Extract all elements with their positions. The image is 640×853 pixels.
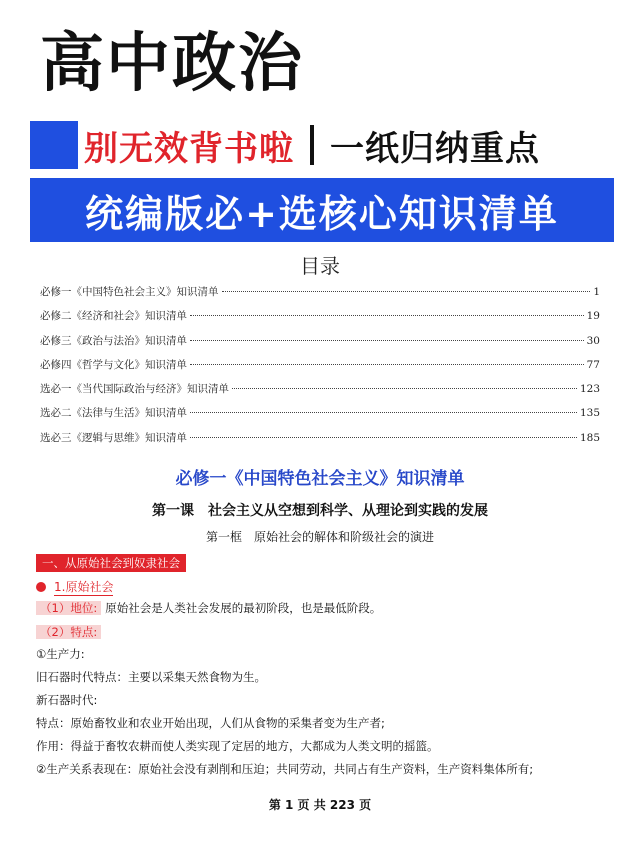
subtitle-black: 一纸归纳重点 bbox=[330, 128, 540, 169]
toc-entry[interactable] bbox=[40, 405, 600, 429]
bullet-dot-icon bbox=[36, 582, 46, 592]
table-of-contents bbox=[40, 284, 600, 454]
page-footer: 第 1 页 共 223 页 bbox=[268, 798, 372, 812]
bullet-heading bbox=[36, 578, 113, 596]
banner-text: 统编版必+选核心知识清单 bbox=[85, 191, 559, 236]
toc-leader bbox=[190, 412, 577, 413]
section-title: 必修一《中国特色社会主义》知识清单 bbox=[175, 469, 465, 489]
toc-leader bbox=[190, 315, 584, 316]
toc-label: 必修三《政治与法治》知识清单 bbox=[40, 334, 187, 347]
toc-page: 19 bbox=[586, 310, 600, 323]
toc-page: 123 bbox=[579, 383, 600, 396]
body-line: 旧石器时代特点：主要以采集天然食物为生。 bbox=[36, 670, 266, 684]
toc-label: 选必二《法律与生活》知识清单 bbox=[40, 407, 187, 420]
toc-label: 必修二《经济和社会》知识清单 bbox=[40, 310, 187, 323]
toc-page: 135 bbox=[579, 407, 600, 420]
body-line: ②生产关系表现在：原始社会没有剥削和压迫；共同劳动，共同占有生产资料，生产资料集体所有; bbox=[36, 762, 534, 776]
toc-leader bbox=[190, 364, 584, 365]
toc-label: 选必一《当代国际政治与经济》知识清单 bbox=[40, 383, 229, 396]
body-line: 新石器时代: bbox=[36, 693, 98, 707]
toc-entry[interactable] bbox=[40, 357, 600, 381]
red-heading: 一、从原始社会到奴隶社会 bbox=[36, 554, 186, 572]
toc-label: 必修四《哲学与文化》知识清单 bbox=[40, 358, 187, 371]
toc-leader bbox=[222, 291, 591, 292]
body-line: ①生产力: bbox=[36, 647, 85, 661]
toc-entry[interactable] bbox=[40, 430, 600, 454]
toc-leader bbox=[190, 340, 584, 341]
toc-page: 77 bbox=[586, 358, 600, 371]
toc-entry[interactable] bbox=[40, 333, 600, 357]
body-line: 特点：原始畜牧业和农业开始出现，人们从食物的采集者变为生产者; bbox=[36, 716, 385, 730]
subtitle-red: 别无效背书啦 bbox=[84, 128, 294, 169]
toc-leader bbox=[232, 388, 577, 389]
toc-entry[interactable] bbox=[40, 308, 600, 332]
body-line: 作用：得益于畜牧农耕而使人类实现了定居的地方，大都成为人类文明的摇篮。 bbox=[36, 739, 439, 753]
toc-entry[interactable] bbox=[40, 284, 600, 308]
lesson-title: 第一课 社会主义从空想到科学、从理论到实践的发展 bbox=[152, 503, 488, 519]
toc-page: 30 bbox=[586, 334, 600, 347]
subtitle-divider bbox=[310, 125, 314, 165]
toc-leader bbox=[190, 437, 577, 438]
frame-title: 第一框 原始社会的解体和阶级社会的演进 bbox=[205, 530, 434, 544]
features-line bbox=[36, 623, 105, 641]
toc-entry[interactable] bbox=[40, 381, 600, 405]
features-tag: （2）特点: bbox=[36, 625, 101, 639]
bullet-text: 1.原始社会 bbox=[54, 580, 114, 594]
main-title: 高中政治 bbox=[40, 27, 304, 101]
title-banner bbox=[30, 178, 614, 242]
position-tag: （1）地位: bbox=[36, 601, 101, 615]
position-line bbox=[36, 599, 381, 617]
toc-page: 185 bbox=[579, 431, 600, 444]
toc-title: 目录 bbox=[300, 254, 340, 278]
toc-label: 选必三《逻辑与思维》知识清单 bbox=[40, 431, 187, 444]
position-text: 原始社会是人类社会发展的最初阶段，也是最低阶段。 bbox=[105, 601, 382, 615]
subtitle-row bbox=[30, 120, 620, 170]
toc-label: 必修一《中国特色社会主义》知识清单 bbox=[40, 286, 219, 298]
toc-page: 1 bbox=[593, 286, 600, 298]
blue-square-decoration bbox=[30, 121, 78, 169]
